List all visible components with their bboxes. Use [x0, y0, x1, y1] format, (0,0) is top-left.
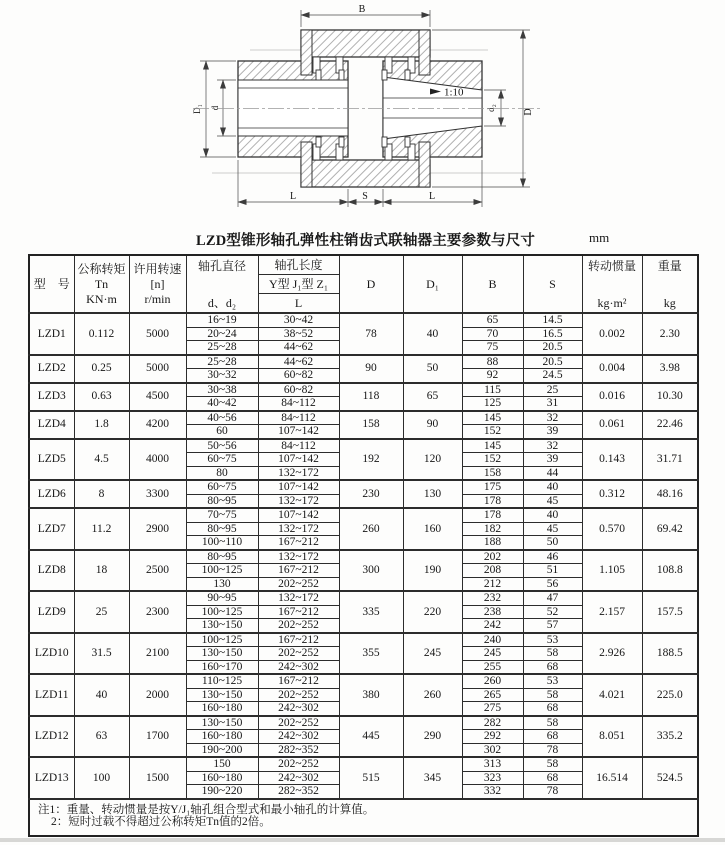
D1-cell: 245 [403, 633, 462, 675]
B-cell: 282 [462, 716, 523, 730]
D1-cell: 130 [403, 480, 462, 508]
header-D: D [339, 255, 403, 313]
bore-length-cell: 202~252 [258, 619, 339, 633]
bore-diameter-cell: 130 [186, 577, 258, 591]
header-D1: D₁ [403, 255, 462, 313]
model-cell: LZD3 [29, 383, 74, 411]
B-cell: 302 [462, 743, 523, 757]
S-cell: 56 [523, 577, 582, 591]
S-cell: 46 [523, 550, 582, 564]
S-cell: 53 [523, 674, 582, 688]
D1-cell: 260 [403, 674, 462, 716]
B-cell: 265 [462, 688, 523, 702]
S-cell: 68 [523, 730, 582, 744]
bore-length-cell: 107~142 [258, 508, 339, 522]
bore-diameter-cell: 110~125 [186, 674, 258, 688]
S-cell: 51 [523, 564, 582, 578]
bore-diameter-cell: 190~200 [186, 743, 258, 757]
table-row [29, 355, 698, 369]
bore-length-cell: 44~62 [258, 341, 339, 355]
bore-diameter-cell: 80~95 [186, 494, 258, 508]
dim-label-D: D [523, 108, 534, 116]
B-cell: 242 [462, 619, 523, 633]
D-cell: 380 [339, 674, 403, 716]
table-row [29, 550, 698, 564]
inertia-cell: 1.105 [582, 550, 642, 592]
S-cell: 78 [523, 785, 582, 799]
bore-length-cell: 242~302 [258, 730, 339, 744]
torque-cell: 11.2 [74, 508, 129, 550]
B-cell: 178 [462, 494, 523, 508]
bore-diameter-cell: 160~180 [186, 771, 258, 785]
model-cell: LZD11 [29, 674, 74, 716]
bore-length-cell: 84~112 [258, 397, 339, 411]
bore-diameter-cell: 40~56 [186, 411, 258, 425]
torque-cell: 4.5 [74, 439, 129, 481]
table-row [29, 591, 698, 605]
B-cell: 232 [462, 591, 523, 605]
model-cell: LZD10 [29, 633, 74, 675]
spec-table-body [29, 313, 698, 799]
bore-length-cell: 132~172 [258, 550, 339, 564]
bore-length-cell: 242~302 [258, 660, 339, 674]
D-cell: 192 [339, 439, 403, 481]
header-speed: 许用转速 [n] r/min [129, 255, 186, 313]
speed-cell: 5000 [129, 313, 186, 355]
inertia-cell: 2.157 [582, 591, 642, 633]
bore-length-cell: 30~42 [258, 313, 339, 327]
speed-cell: 5000 [129, 355, 186, 383]
B-cell: 332 [462, 785, 523, 799]
torque-cell: 8 [74, 480, 129, 508]
table-row [29, 411, 698, 425]
D1-cell: 290 [403, 716, 462, 758]
table-row [29, 674, 698, 688]
B-cell: 158 [462, 466, 523, 480]
D-cell: 90 [339, 355, 403, 383]
S-cell: 58 [523, 688, 582, 702]
header-B: B [462, 255, 523, 313]
B-cell: 260 [462, 674, 523, 688]
note-2: 2：短时过载不得超过公称转矩Tn值的2倍。 [51, 816, 271, 828]
S-cell: 16.5 [523, 327, 582, 341]
bore-diameter-cell: 20~24 [186, 327, 258, 341]
header-bore-length: 轴孔长度 Y型 J₁型 Z₁ L [258, 255, 339, 313]
bore-diameter-cell: 30~38 [186, 383, 258, 397]
S-cell: 32 [523, 439, 582, 453]
bore-diameter-cell: 130~150 [186, 647, 258, 661]
B-cell: 88 [462, 355, 523, 369]
S-cell: 68 [523, 702, 582, 716]
S-cell: 68 [523, 771, 582, 785]
scan-edge-strip [0, 838, 725, 842]
bore-length-cell: 202~252 [258, 716, 339, 730]
B-cell: 182 [462, 522, 523, 536]
D-cell: 78 [339, 313, 403, 355]
weight-cell: 3.98 [642, 355, 698, 383]
bore-length-cell: 167~212 [258, 633, 339, 647]
table-row [29, 757, 698, 771]
inertia-cell: 0.004 [582, 355, 642, 383]
weight-cell: 48.16 [642, 480, 698, 508]
torque-cell: 100 [74, 757, 129, 799]
weight-cell: 2.30 [642, 313, 698, 355]
B-cell: 323 [462, 771, 523, 785]
left-hub [238, 61, 348, 157]
inertia-cell: 0.061 [582, 411, 642, 439]
dim-label-B: B [358, 4, 366, 15]
B-cell: 115 [462, 383, 523, 397]
table-row [29, 633, 698, 647]
S-cell: 50 [523, 536, 582, 550]
bore-length-cell: 107~142 [258, 453, 339, 467]
bore-diameter-cell: 25~28 [186, 341, 258, 355]
bore-diameter-cell: 90~95 [186, 591, 258, 605]
weight-cell: 108.8 [642, 550, 698, 592]
B-cell: 70 [462, 327, 523, 341]
D1-cell: 40 [403, 313, 462, 355]
bore-diameter-cell: 80 [186, 466, 258, 480]
inertia-cell: 2.926 [582, 633, 642, 675]
sleeve-bottom [301, 137, 430, 187]
weight-cell: 69.42 [642, 508, 698, 550]
torque-cell: 18 [74, 550, 129, 592]
bore-diameter-cell: 130~150 [186, 716, 258, 730]
torque-cell: 0.112 [74, 313, 129, 355]
bore-length-cell: 202~252 [258, 757, 339, 771]
B-cell: 152 [462, 425, 523, 439]
D1-cell: 190 [403, 550, 462, 592]
B-cell: 65 [462, 313, 523, 327]
bore-diameter-cell: 25~28 [186, 355, 258, 369]
bore-diameter-cell: 100~125 [186, 633, 258, 647]
speed-cell: 2900 [129, 508, 186, 550]
B-cell: 292 [462, 730, 523, 744]
B-cell: 188 [462, 536, 523, 550]
model-cell: LZD13 [29, 757, 74, 799]
dim-label-d: d [210, 105, 220, 111]
B-cell: 178 [462, 508, 523, 522]
model-cell: LZD12 [29, 716, 74, 758]
bore-length-cell: 84~112 [258, 439, 339, 453]
bore-length-cell: 132~172 [258, 466, 339, 480]
bore-diameter-cell: 130~150 [186, 688, 258, 702]
bore-diameter-cell: 160~180 [186, 730, 258, 744]
model-cell: LZD1 [29, 313, 74, 355]
bore-diameter-cell: 150 [186, 757, 258, 771]
inertia-cell: 0.312 [582, 480, 642, 508]
torque-cell: 0.63 [74, 383, 129, 411]
S-cell: 78 [523, 743, 582, 757]
weight-cell: 22.46 [642, 411, 698, 439]
table-row [29, 439, 698, 453]
dim-B [301, 4, 430, 27]
bore-length-cell: 132~172 [258, 591, 339, 605]
S-cell: 44 [523, 466, 582, 480]
torque-cell: 1.8 [74, 411, 129, 439]
dim-label-S: S [362, 191, 368, 202]
dim-label-L-left: L [289, 191, 297, 202]
B-cell: 238 [462, 605, 523, 619]
weight-cell: 188.5 [642, 633, 698, 675]
notes-row [29, 799, 698, 836]
bore-length-cell: 167~212 [258, 674, 339, 688]
B-cell: 125 [462, 397, 523, 411]
torque-cell: 63 [74, 716, 129, 758]
S-cell: 40 [523, 480, 582, 494]
bore-length-cell: 167~212 [258, 536, 339, 550]
B-cell: 92 [462, 369, 523, 383]
table-row [29, 383, 698, 397]
B-cell: 240 [462, 633, 523, 647]
S-cell: 68 [523, 660, 582, 674]
D-cell: 230 [339, 480, 403, 508]
dim-label-D1: D₁ [192, 104, 202, 114]
S-cell: 57 [523, 619, 582, 633]
bore-length-cell: 167~212 [258, 564, 339, 578]
B-cell: 245 [462, 647, 523, 661]
S-cell: 24.5 [523, 369, 582, 383]
bore-diameter-cell: 80~95 [186, 550, 258, 564]
B-cell: 313 [462, 757, 523, 771]
speed-cell: 3300 [129, 480, 186, 508]
bore-length-cell: 107~142 [258, 425, 339, 439]
S-cell: 58 [523, 647, 582, 661]
B-cell: 175 [462, 480, 523, 494]
S-cell: 45 [523, 494, 582, 508]
B-cell: 202 [462, 550, 523, 564]
header-torque: 公称转矩 Tn KN·m [74, 255, 129, 313]
spec-table [28, 254, 699, 837]
bore-length-cell: 84~112 [258, 411, 339, 425]
bore-length-cell: 282~352 [258, 743, 339, 757]
D-cell: 158 [339, 411, 403, 439]
header-inertia: 转动惯量 kg·m² [582, 255, 642, 313]
dim-d2 [484, 90, 506, 126]
speed-cell: 4000 [129, 439, 186, 481]
weight-cell: 10.30 [642, 383, 698, 411]
S-cell: 39 [523, 453, 582, 467]
B-cell: 152 [462, 453, 523, 467]
speed-cell: 1500 [129, 757, 186, 799]
bore-length-cell: 282~352 [258, 785, 339, 799]
S-cell: 40 [523, 508, 582, 522]
inertia-cell: 16.514 [582, 757, 642, 799]
speed-cell: 2100 [129, 633, 186, 675]
D-cell: 445 [339, 716, 403, 758]
S-cell: 47 [523, 591, 582, 605]
inertia-cell: 4.021 [582, 674, 642, 716]
S-cell: 45 [523, 522, 582, 536]
bore-length-cell: 242~302 [258, 771, 339, 785]
coupling-section-drawing [0, 0, 725, 228]
dim-label-d2: d₂ [486, 104, 496, 112]
S-cell: 58 [523, 716, 582, 730]
inertia-cell: 0.016 [582, 383, 642, 411]
bore-length-cell: 202~252 [258, 577, 339, 591]
torque-cell: 0.25 [74, 355, 129, 383]
model-cell: LZD6 [29, 480, 74, 508]
dim-d [210, 80, 236, 136]
inertia-cell: 0.002 [582, 313, 642, 355]
bore-diameter-cell: 70~75 [186, 508, 258, 522]
bore-diameter-cell: 190~220 [186, 785, 258, 799]
D1-cell: 120 [403, 439, 462, 481]
D1-cell: 345 [403, 757, 462, 799]
inertia-cell: 0.570 [582, 508, 642, 550]
S-cell: 20.5 [523, 341, 582, 355]
S-cell: 39 [523, 425, 582, 439]
D1-cell: 50 [403, 355, 462, 383]
page-title: LZD型锥形轴孔弹性柱销齿式联轴器主要参数与尺寸 [196, 233, 536, 249]
torque-cell: 31.5 [74, 633, 129, 675]
D1-cell: 220 [403, 591, 462, 633]
D-cell: 118 [339, 383, 403, 411]
S-cell: 52 [523, 605, 582, 619]
speed-cell: 4500 [129, 383, 186, 411]
bore-diameter-cell: 40~42 [186, 397, 258, 411]
D-cell: 515 [339, 757, 403, 799]
dim-label-L-right: L [428, 191, 436, 202]
table-row [29, 480, 698, 494]
header-bore-diameter: 轴孔直径 d、d₂ [186, 255, 258, 313]
note-1: 注1：重量、转动惯量是按Y/J₁轴孔组合型式和最小轴孔的计算值。 [38, 803, 375, 816]
bore-length-cell: 167~212 [258, 605, 339, 619]
S-cell: 20.5 [523, 355, 582, 369]
B-cell: 275 [462, 702, 523, 716]
bore-length-cell: 202~252 [258, 647, 339, 661]
speed-cell: 2500 [129, 550, 186, 592]
header-row [29, 255, 698, 313]
inertia-cell: 0.143 [582, 439, 642, 481]
speed-cell: 1700 [129, 716, 186, 758]
bore-diameter-cell: 60~75 [186, 480, 258, 494]
S-cell: 53 [523, 633, 582, 647]
D1-cell: 65 [403, 383, 462, 411]
table-row [29, 508, 698, 522]
taper-label: 1:10 [444, 86, 464, 99]
D1-cell: 90 [403, 411, 462, 439]
bore-length-cell: 44~62 [258, 355, 339, 369]
bore-diameter-cell: 60~75 [186, 453, 258, 467]
weight-cell: 225.0 [642, 674, 698, 716]
bore-length-cell: 38~52 [258, 327, 339, 341]
header-S: S [523, 255, 582, 313]
bore-length-cell: 202~252 [258, 688, 339, 702]
model-cell: LZD5 [29, 439, 74, 481]
S-cell: 25 [523, 383, 582, 397]
S-cell: 14.5 [523, 313, 582, 327]
bore-length-cell: 60~82 [258, 369, 339, 383]
D-cell: 335 [339, 591, 403, 633]
header-model: 型 号 [29, 255, 74, 313]
model-cell: LZD8 [29, 550, 74, 592]
model-cell: LZD4 [29, 411, 74, 439]
unit-label: mm [589, 230, 610, 245]
D-cell: 355 [339, 633, 403, 675]
bore-length-cell: 132~172 [258, 494, 339, 508]
bore-length-cell: 107~142 [258, 480, 339, 494]
weight-cell: 524.5 [642, 757, 698, 799]
bore-length-cell: 242~302 [258, 702, 339, 716]
table-row [29, 313, 698, 327]
bore-diameter-cell: 16~19 [186, 313, 258, 327]
notes-cell [29, 799, 698, 836]
bore-diameter-cell: 30~32 [186, 369, 258, 383]
weight-cell: 31.71 [642, 439, 698, 481]
B-cell: 145 [462, 411, 523, 425]
bore-diameter-cell: 100~125 [186, 605, 258, 619]
torque-cell: 40 [74, 674, 129, 716]
model-cell: LZD2 [29, 355, 74, 383]
D-cell: 300 [339, 550, 403, 592]
torque-cell: 25 [74, 591, 129, 633]
bore-diameter-cell: 100~125 [186, 564, 258, 578]
B-cell: 208 [462, 564, 523, 578]
table-row [29, 716, 698, 730]
B-cell: 255 [462, 660, 523, 674]
model-cell: LZD9 [29, 591, 74, 633]
bore-diameter-cell: 100~110 [186, 536, 258, 550]
speed-cell: 2000 [129, 674, 186, 716]
S-cell: 31 [523, 397, 582, 411]
bore-length-cell: 132~172 [258, 522, 339, 536]
bore-diameter-cell: 80~95 [186, 522, 258, 536]
model-cell: LZD7 [29, 508, 74, 550]
weight-cell: 335.2 [642, 716, 698, 758]
header-weight: 重量 kg [642, 255, 698, 313]
weight-cell: 157.5 [642, 591, 698, 633]
B-cell: 212 [462, 577, 523, 591]
bore-diameter-cell: 160~170 [186, 660, 258, 674]
speed-cell: 4200 [129, 411, 186, 439]
D-cell: 260 [339, 508, 403, 550]
bore-length-cell: 60~82 [258, 383, 339, 397]
B-cell: 145 [462, 439, 523, 453]
bore-diameter-cell: 60 [186, 425, 258, 439]
sleeve-top [301, 30, 430, 80]
right-hub [383, 61, 482, 157]
speed-cell: 2300 [129, 591, 186, 633]
bore-diameter-cell: 50~56 [186, 439, 258, 453]
bore-diameter-cell: 160~180 [186, 702, 258, 716]
D1-cell: 160 [403, 508, 462, 550]
bore-diameter-cell: 130~150 [186, 619, 258, 633]
S-cell: 32 [523, 411, 582, 425]
S-cell: 58 [523, 757, 582, 771]
inertia-cell: 8.051 [582, 716, 642, 758]
B-cell: 75 [462, 341, 523, 355]
